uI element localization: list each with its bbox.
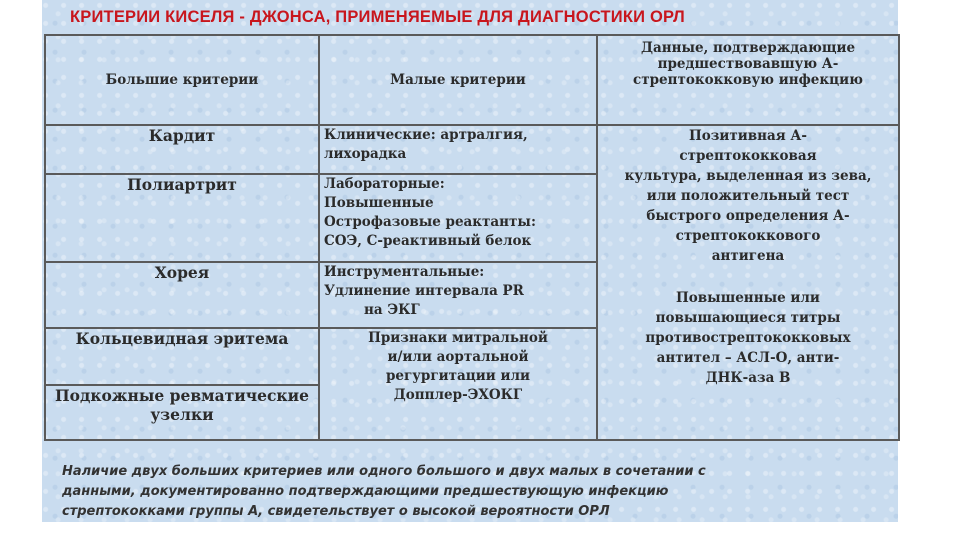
evidence-titers-line: антител – АСЛ-О, анти-	[656, 350, 840, 367]
evidence-titers-line: противострептококковых	[645, 330, 851, 347]
footnote-line: данными, документированно подтверждающими предшествующую инфекцию	[62, 484, 669, 499]
slide-title: КРИТЕРИИ КИСЕЛЯ - ДЖОНСА, ПРИМЕНЯЕМЫЕ ДЛЯ ДИАГНОСТИКИ ОРЛ	[70, 8, 685, 26]
header-major: Большие критерии	[45, 35, 319, 125]
footnote-line: стрептококками группы А, свидетельствует о высокой вероятности ОРЛ	[62, 504, 610, 519]
minor-lab: Лабораторные: Повышенные Острофазовые реактанты: СОЭ, С-реактивный белок	[319, 174, 597, 262]
footnote	[62, 462, 862, 522]
evidence-titers-line: ДНК-аза В	[705, 370, 791, 387]
minor-clinical: Клинические: артралгия, лихорадка	[319, 125, 597, 173]
evidence-culture-line: антигена	[711, 248, 785, 265]
minor-doppler: Признаки митральной и/или аортальной регургитации или Допплер-ЭХОКГ	[319, 328, 597, 440]
evidence-culture-line: или положительный тест	[646, 188, 850, 205]
major-criterion-carditis: Кардит	[45, 125, 319, 173]
evidence-culture-line: стрептококкового	[675, 228, 821, 245]
major-criterion-nodules: Подкожные ревматические узелки	[45, 385, 319, 440]
evidence-titers-line: Повышенные или	[676, 290, 820, 307]
table-header-row	[45, 35, 899, 125]
table-row	[45, 125, 899, 173]
header-minor: Малые критерии	[319, 35, 597, 125]
footnote-line: Наличие двух больших критериев или одного большого и двух малых в сочетании с	[62, 464, 706, 479]
evidence-titers-line: повышающиеся титры	[655, 310, 841, 327]
evidence-culture-line: стрептококковая	[679, 148, 817, 165]
major-criterion-chorea: Хорея	[45, 262, 319, 328]
criteria-table	[44, 34, 900, 441]
evidence-cell	[597, 125, 899, 440]
header-evidence: Данные, подтверждающие предшествовавшую А-стрептококковую инфекцию	[597, 35, 899, 125]
evidence-culture-line: быстрого определения А-	[646, 208, 850, 225]
evidence-culture-line: культура, выделенная из зева,	[624, 168, 872, 185]
major-criterion-erythema: Кольцевидная эритема	[45, 328, 319, 384]
evidence-culture-line: Позитивная А-	[688, 128, 808, 145]
major-criterion-polyarthritis: Полиартрит	[45, 174, 319, 262]
minor-instrumental: Инструментальные: Удлинение интервала PR на ЭКГ	[319, 262, 597, 328]
